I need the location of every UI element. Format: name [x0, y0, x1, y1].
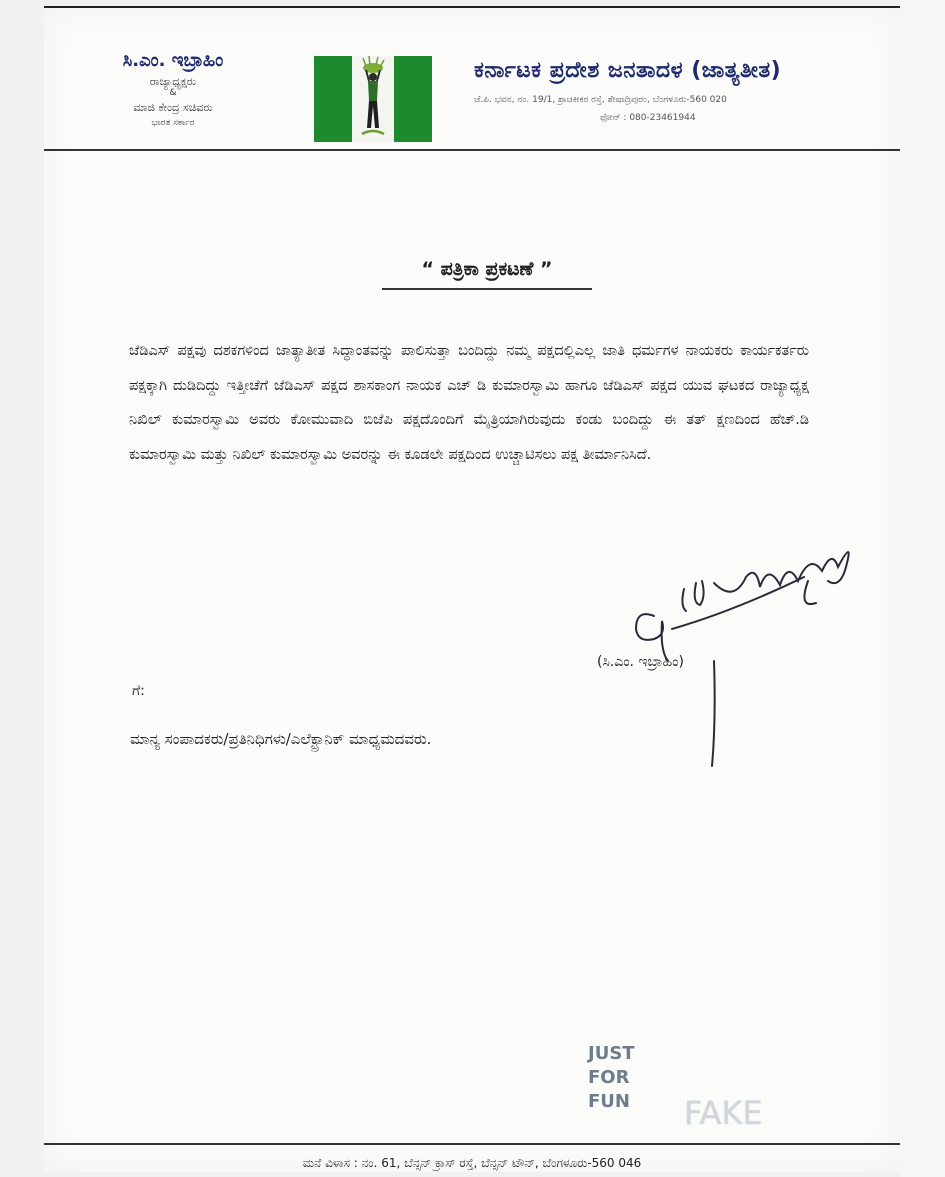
to-label: ಗೆ: [132, 683, 145, 699]
just-for-fun-watermark [588, 1042, 635, 1114]
recipients-line: ಮಾನ್ಯ ಸಂಪಾದಕರು/ಪ್ರತಿನಿಧಿಗಳು/ಎಲೆಕ್ಟ್ರಾನಿಕ್ ಮಾಧ್ಯಮದವರು. [130, 730, 432, 748]
party-address: ಜೆ.ಪಿ. ಭವನ, ನಂ. 19/1, ಶ್ರಾಚಕೀಕರ ರಸ್ತೆ, ಶೇಷಾದ್ರಿಪುರಂ, ಬೆಂಗಳೂರು-560 020 [474, 95, 727, 105]
page-edge [900, 0, 945, 1177]
signatory-name: (ಸಿ.ಎಂ. ಇಬ್ರಾಹಿಂ) [597, 654, 684, 670]
watermark-line-2: FOR [588, 1067, 630, 1088]
leader-role: ರಾಜ್ಯಾಧ್ಯಕ್ಷರು [149, 75, 197, 88]
flag-left-stripe [314, 56, 352, 142]
press-release-title-block [382, 258, 592, 290]
leader-country: ಭಾರತ ಸರ್ಕಾರ [151, 118, 195, 128]
flag-right-stripe [394, 56, 432, 142]
party-name: ಕರ್ನಾಟಕ ಪ್ರದೇಶ ಜನತಾದಳ (ಜಾತ್ಯತೀತ) [474, 58, 782, 83]
footer-address: ಮನೆ ವಿಳಾಸ : ನಂ. 61, ಬೆನ್ಸನ್ ಕ್ರಾಸ್ ರಸ್ತೆ, ಬೆನ್ಸನ್ ಟೌನ್, ಬೆಂಗಳೂರು-560 046 [302, 1156, 642, 1170]
party-block [474, 58, 884, 123]
party-flag-logo [314, 56, 432, 142]
letterhead-page [44, 6, 900, 1172]
watermark-line-3: FUN [588, 1091, 630, 1112]
leader-block [88, 50, 258, 128]
press-release-title: “ ಪತ್ರಿಕಾ ಪ್ರಕಟಣೆ ” [421, 258, 553, 280]
fake-watermark: FAKE [684, 1094, 763, 1132]
header-divider [44, 149, 900, 151]
title-underline [382, 288, 592, 290]
watermark-line-1: JUST [588, 1043, 635, 1064]
leader-ampersand: & [169, 88, 177, 98]
footer-divider [44, 1143, 900, 1145]
leader-former-title: ಮಾಜಿ ಕೇಂದ್ರ ಸಚಿವರು [133, 101, 213, 114]
party-phone: ಫೋನ್ : 080-23461944 [600, 113, 696, 123]
top-rule [44, 6, 900, 8]
press-release-body: ಜೆಡಿಎಸ್ ಪಕ್ಷವು ದಶಕಗಳಿಂದ ಜಾತ್ಯಾತೀತ ಸಿದ್ಧಾಂತವನ್ನು ಪಾಲಿಸುತ್ತಾ ಬಂದಿದ್ದು ನಮ್ಮ ಪಕ್ಷದಲ್ಲಿಎಲ್ಲ ಜಾತಿ ಧರ್ಮಗಳ ನಾಯಕರು ಕಾರ್ಯಕರ್ತರು ಪಕ್ಷಕ್ಕಾಗಿ ದುಡಿದಿದ್ದು ಇತ್ತೀಚೆಗೆ ಜೆಡಿಎಸ್ ಪಕ್ಷದ ಶಾಸಕಾಂಗ ನಾಯಕ ಎಚ್ ಡಿ ಕುಮಾರಸ್ವಾಮಿ ಹಾಗೂ ಜೆಡಿಎಸ್ ಪಕ್ಷದ ಯುವ ಘಟಕದ ರಾಜ್ಯಾಧ್ಯಕ್ಷ ನಿಖಿಲ್ ಕುಮಾರಸ್ವಾಮಿ ಅವರು ಕೋಮುವಾದಿ ಬಿಜೆಪಿ ಪಕ್ಷದೊಂದಿಗೆ ಮೈತ್ರಿಯಾಗಿರುವುದು ಕಂಡು ಬಂದಿದ್ದು ಈ ತತ್ ಕ್ಷಣದಿಂದ ಹೆಚ್.ಡಿ ಕುಮಾರಸ್ವಾಮಿ ಮತ್ತು ನಿಖಿಲ್ ಕುಮಾರಸ್ವಾಮಿ ಅವರನ್ನು ಈ ಕೂಡಲೇ ಪಕ್ಷದಿಂದ ಉಚ್ಚಾಟಿಸಲು ಪಕ್ಷ ತೀರ್ಮಾನಿಸಿದೆ. [129, 343, 809, 463]
signature [584, 511, 854, 776]
leader-name: ಸಿ.ಎಂ. ಇಬ್ರಾಹಿಂ [122, 50, 224, 71]
